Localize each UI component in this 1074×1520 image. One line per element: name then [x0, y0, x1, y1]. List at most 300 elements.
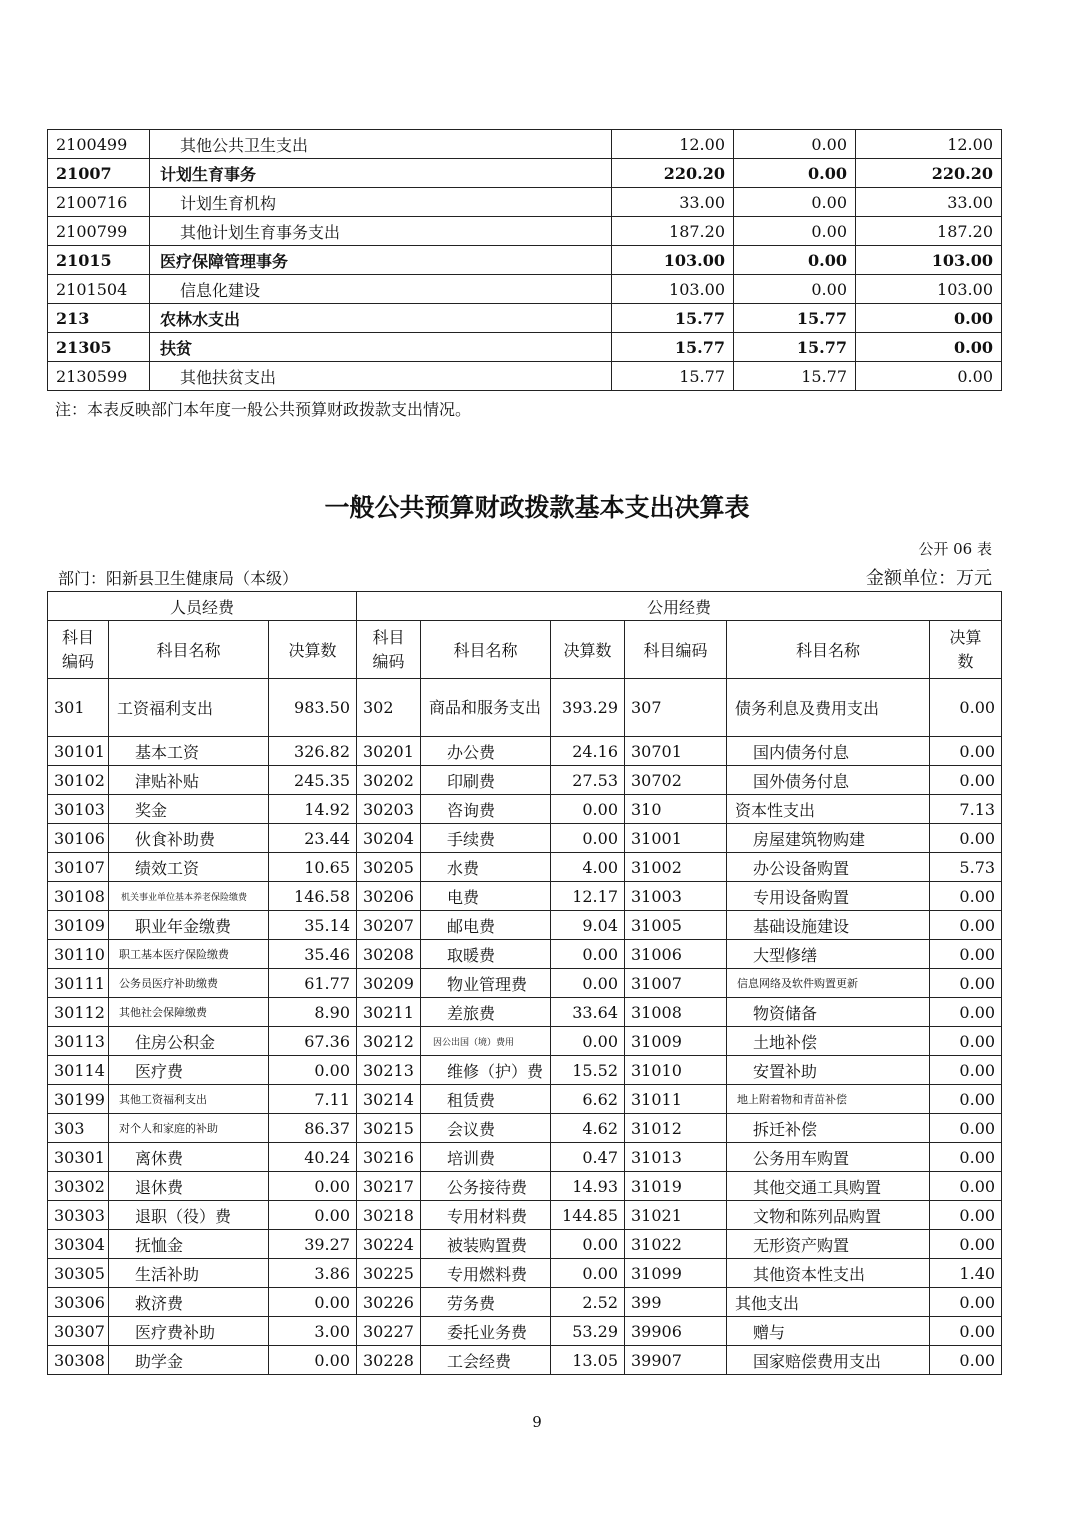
code-cell: 30224 [357, 1230, 421, 1259]
amount-cell: 0.00 [930, 679, 1002, 737]
amount-cell: 0.00 [930, 1143, 1002, 1172]
name-cell: 奖金 [109, 795, 269, 824]
name-cell: 专用燃料费 [421, 1259, 551, 1288]
top-expenditure-table [47, 129, 1002, 391]
code-cell: 30228 [357, 1346, 421, 1375]
name-cell: 机关事业单位基本养老保险缴费 [109, 882, 269, 911]
code-cell: 30112 [48, 998, 109, 1027]
name-cell: 会议费 [421, 1114, 551, 1143]
code-cell: 30102 [48, 766, 109, 795]
table-row [48, 188, 1002, 217]
amount-cell: 12.17 [551, 882, 625, 911]
name-cell: 物业管理费 [421, 969, 551, 998]
code-cell: 30212 [357, 1027, 421, 1056]
name-cell: 无形资产购置 [727, 1230, 930, 1259]
code-cell: 30217 [357, 1172, 421, 1201]
amount-cell: 0.00 [269, 1172, 357, 1201]
table-row [48, 1172, 1002, 1201]
name-cell: 职业年金缴费 [109, 911, 269, 940]
name-cell: 咨询费 [421, 795, 551, 824]
code-cell: 30307 [48, 1317, 109, 1346]
amount-cell: 0.00 [551, 1230, 625, 1259]
name-cell: 其他资本性支出 [727, 1259, 930, 1288]
code-cell: 30111 [48, 969, 109, 998]
code-cell: 31010 [625, 1056, 727, 1085]
amount-cell: 0.00 [930, 737, 1002, 766]
amount-cell: 146.58 [269, 882, 357, 911]
name-header: 科目名称 [727, 621, 930, 679]
name-cell: 维修（护）费 [421, 1056, 551, 1085]
name-cell: 委托业务费 [421, 1317, 551, 1346]
name-cell: 国家赔偿费用支出 [727, 1346, 930, 1375]
amount-cell: 0.00 [930, 1114, 1002, 1143]
amount-cell: 0.00 [930, 1056, 1002, 1085]
code-cell: 30306 [48, 1288, 109, 1317]
amount-cell: 0.00 [269, 1288, 357, 1317]
basic-cell: 0.00 [734, 130, 856, 159]
amount-cell: 6.62 [551, 1085, 625, 1114]
table-row [48, 1346, 1002, 1375]
amount-cell: 8.90 [269, 998, 357, 1027]
total-cell: 187.20 [612, 217, 734, 246]
basic-cell: 0.00 [734, 275, 856, 304]
table-row [48, 1085, 1002, 1114]
table-row [48, 766, 1002, 795]
department-label: 部门：阳新县卫生健康局（本级） [58, 569, 299, 588]
amount-cell: 35.46 [269, 940, 357, 969]
table-row [48, 362, 1002, 391]
name-cell: 资本性支出 [727, 795, 930, 824]
amount-cell: 393.29 [551, 679, 625, 737]
table-row [48, 998, 1002, 1027]
code-cell: 30301 [48, 1143, 109, 1172]
amount-cell: 0.00 [551, 969, 625, 998]
basic-cell: 0.00 [734, 246, 856, 275]
code-cell: 307 [625, 679, 727, 737]
project-cell: 33.00 [856, 188, 1002, 217]
code-cell: 2100799 [48, 217, 150, 246]
code-cell: 30213 [357, 1056, 421, 1085]
name-cell: 离休费 [109, 1143, 269, 1172]
code-cell: 31003 [625, 882, 727, 911]
name-cell: 拆迁补偿 [727, 1114, 930, 1143]
code-cell: 30227 [357, 1317, 421, 1346]
code-cell: 30202 [357, 766, 421, 795]
name-cell: 租赁费 [421, 1085, 551, 1114]
amount-header: 决算 数 [930, 621, 1002, 679]
name-cell: 其他公共卫生支出 [150, 130, 612, 159]
amount-cell: 2.52 [551, 1288, 625, 1317]
amount-cell: 0.00 [269, 1346, 357, 1375]
name-cell: 国外债务付息 [727, 766, 930, 795]
name-cell: 差旅费 [421, 998, 551, 1027]
project-cell: 103.00 [856, 275, 1002, 304]
name-cell: 公务接待费 [421, 1172, 551, 1201]
basic-expenditure-table [47, 591, 1002, 1375]
code-cell: 31006 [625, 940, 727, 969]
table-row [48, 217, 1002, 246]
name-cell: 国内债务付息 [727, 737, 930, 766]
table-row [48, 304, 1002, 333]
amount-cell: 0.00 [269, 1056, 357, 1085]
code-cell: 30305 [48, 1259, 109, 1288]
code-cell: 31011 [625, 1085, 727, 1114]
basic-cell: 0.00 [734, 159, 856, 188]
code-cell: 2100716 [48, 188, 150, 217]
table-row [48, 679, 1002, 737]
table-note: 注：本表反映部门本年度一般公共预算财政拨款支出情况。 [55, 400, 472, 419]
name-cell: 手续费 [421, 824, 551, 853]
amount-cell: 0.00 [930, 1346, 1002, 1375]
table-row [48, 1317, 1002, 1346]
code-cell: 39907 [625, 1346, 727, 1375]
name-cell: 土地补偿 [727, 1027, 930, 1056]
name-cell: 退职（役）费 [109, 1201, 269, 1230]
code-cell: 30206 [357, 882, 421, 911]
amount-cell: 0.00 [930, 824, 1002, 853]
name-cell: 助学金 [109, 1346, 269, 1375]
amount-cell: 5.73 [930, 853, 1002, 882]
total-cell: 33.00 [612, 188, 734, 217]
code-cell: 30226 [357, 1288, 421, 1317]
name-cell: 绩效工资 [109, 853, 269, 882]
name-cell: 工会经费 [421, 1346, 551, 1375]
code-cell: 30701 [625, 737, 727, 766]
code-cell: 31002 [625, 853, 727, 882]
code-cell: 30101 [48, 737, 109, 766]
amount-cell: 3.86 [269, 1259, 357, 1288]
name-cell: 基础设施建设 [727, 911, 930, 940]
table-row [48, 795, 1002, 824]
name-cell: 培训费 [421, 1143, 551, 1172]
table-row [48, 737, 1002, 766]
amount-cell: 7.13 [930, 795, 1002, 824]
total-cell: 15.77 [612, 304, 734, 333]
name-cell: 邮电费 [421, 911, 551, 940]
total-cell: 103.00 [612, 246, 734, 275]
name-cell: 其他社会保障缴费 [109, 998, 269, 1027]
code-cell: 399 [625, 1288, 727, 1317]
amount-cell: 0.00 [551, 940, 625, 969]
amount-cell: 0.00 [551, 824, 625, 853]
code-cell: 30103 [48, 795, 109, 824]
code-cell: 39906 [625, 1317, 727, 1346]
page-title: 一般公共预算财政拨款基本支出决算表 [324, 493, 750, 522]
code-cell: 303 [48, 1114, 109, 1143]
project-cell: 0.00 [856, 362, 1002, 391]
amount-cell: 39.27 [269, 1230, 357, 1259]
total-cell: 15.77 [612, 333, 734, 362]
amount-cell: 24.16 [551, 737, 625, 766]
table-row [48, 1027, 1002, 1056]
name-cell: 地上附着物和青苗补偿 [727, 1085, 930, 1114]
code-cell: 30225 [357, 1259, 421, 1288]
amount-cell: 7.11 [269, 1085, 357, 1114]
total-cell: 12.00 [612, 130, 734, 159]
code-cell: 30106 [48, 824, 109, 853]
code-cell: 310 [625, 795, 727, 824]
amount-cell: 0.00 [930, 1317, 1002, 1346]
table-row [48, 1056, 1002, 1085]
amount-cell: 14.92 [269, 795, 357, 824]
code-cell: 31019 [625, 1172, 727, 1201]
amount-cell: 53.29 [551, 1317, 625, 1346]
personnel-header: 人员经费 [48, 592, 357, 621]
name-cell: 救济费 [109, 1288, 269, 1317]
table-number: 公开 06 表 [918, 540, 992, 558]
code-cell: 30702 [625, 766, 727, 795]
code-cell: 301 [48, 679, 109, 737]
amount-cell: 0.00 [930, 998, 1002, 1027]
basic-cell: 0.00 [734, 217, 856, 246]
amount-cell: 23.44 [269, 824, 357, 853]
total-cell: 15.77 [612, 362, 734, 391]
code-cell: 31022 [625, 1230, 727, 1259]
name-cell: 基本工资 [109, 737, 269, 766]
code-cell: 30215 [357, 1114, 421, 1143]
name-cell: 农林水支出 [150, 304, 612, 333]
amount-cell: 15.52 [551, 1056, 625, 1085]
code-cell: 30209 [357, 969, 421, 998]
basic-cell: 15.77 [734, 362, 856, 391]
amount-cell: 0.00 [930, 1027, 1002, 1056]
code-cell: 30218 [357, 1201, 421, 1230]
name-cell: 信息网络及软件购置更新 [727, 969, 930, 998]
total-cell: 220.20 [612, 159, 734, 188]
name-cell: 住房公积金 [109, 1027, 269, 1056]
amount-cell: 0.00 [930, 1201, 1002, 1230]
amount-cell: 0.00 [930, 1172, 1002, 1201]
amount-cell: 1.40 [930, 1259, 1002, 1288]
project-cell: 187.20 [856, 217, 1002, 246]
name-cell: 其他交通工具购置 [727, 1172, 930, 1201]
code-cell: 31001 [625, 824, 727, 853]
table-row [48, 1230, 1002, 1259]
code-cell: 30304 [48, 1230, 109, 1259]
name-header: 科目名称 [109, 621, 269, 679]
code-cell: 302 [357, 679, 421, 737]
code-cell: 30114 [48, 1056, 109, 1085]
code-cell: 30211 [357, 998, 421, 1027]
project-cell: 220.20 [856, 159, 1002, 188]
name-cell: 对个人和家庭的补助 [109, 1114, 269, 1143]
table-row [48, 159, 1002, 188]
code-cell: 30308 [48, 1346, 109, 1375]
total-cell: 103.00 [612, 275, 734, 304]
table-row [48, 275, 1002, 304]
code-cell: 31008 [625, 998, 727, 1027]
code-header: 科目 编码 [48, 621, 109, 679]
amount-cell: 245.35 [269, 766, 357, 795]
code-cell: 21007 [48, 159, 150, 188]
amount-cell: 0.00 [930, 766, 1002, 795]
code-cell: 30208 [357, 940, 421, 969]
code-cell: 31009 [625, 1027, 727, 1056]
name-cell: 被装购置费 [421, 1230, 551, 1259]
amount-cell: 144.85 [551, 1201, 625, 1230]
name-cell: 专用设备购置 [727, 882, 930, 911]
name-cell: 劳务费 [421, 1288, 551, 1317]
name-cell: 专用材料费 [421, 1201, 551, 1230]
name-cell: 其他计划生育事务支出 [150, 217, 612, 246]
amount-cell: 0.00 [930, 940, 1002, 969]
public-header: 公用经费 [357, 592, 1002, 621]
name-header: 科目名称 [421, 621, 551, 679]
name-cell: 医疗费 [109, 1056, 269, 1085]
amount-cell: 4.62 [551, 1114, 625, 1143]
project-cell: 103.00 [856, 246, 1002, 275]
code-cell: 30113 [48, 1027, 109, 1056]
name-cell: 取暖费 [421, 940, 551, 969]
table-row [48, 882, 1002, 911]
name-cell: 赠与 [727, 1317, 930, 1346]
column-header-row [48, 621, 1002, 679]
page-number: 9 [532, 1413, 542, 1431]
table-row [48, 1143, 1002, 1172]
group-header-row [48, 592, 1002, 621]
amount-cell: 983.50 [269, 679, 357, 737]
amount-cell: 0.47 [551, 1143, 625, 1172]
project-cell: 0.00 [856, 333, 1002, 362]
name-cell: 计划生育事务 [150, 159, 612, 188]
table-row [48, 333, 1002, 362]
code-cell: 2101504 [48, 275, 150, 304]
name-cell: 其他支出 [727, 1288, 930, 1317]
code-cell: 30302 [48, 1172, 109, 1201]
name-cell: 办公费 [421, 737, 551, 766]
table-row [48, 969, 1002, 998]
code-cell: 31099 [625, 1259, 727, 1288]
code-cell: 30201 [357, 737, 421, 766]
name-cell: 水费 [421, 853, 551, 882]
amount-cell: 0.00 [930, 1085, 1002, 1114]
name-cell: 因公出国（境）费用 [421, 1027, 551, 1056]
amount-cell: 27.53 [551, 766, 625, 795]
amount-cell: 61.77 [269, 969, 357, 998]
code-cell: 31012 [625, 1114, 727, 1143]
amount-cell: 14.93 [551, 1172, 625, 1201]
amount-cell: 3.00 [269, 1317, 357, 1346]
name-cell: 工资福利支出 [109, 679, 269, 737]
amount-cell: 0.00 [930, 1288, 1002, 1317]
code-cell: 30204 [357, 824, 421, 853]
name-cell: 公务用车购置 [727, 1143, 930, 1172]
name-cell: 办公设备购置 [727, 853, 930, 882]
code-cell: 31021 [625, 1201, 727, 1230]
project-cell: 0.00 [856, 304, 1002, 333]
amount-cell: 0.00 [930, 1230, 1002, 1259]
name-cell: 债务利息及费用支出 [727, 679, 930, 737]
basic-cell: 0.00 [734, 188, 856, 217]
table-row [48, 940, 1002, 969]
amount-cell: 0.00 [269, 1201, 357, 1230]
amount-cell: 326.82 [269, 737, 357, 766]
basic-cell: 15.77 [734, 333, 856, 362]
name-cell: 安置补助 [727, 1056, 930, 1085]
project-cell: 12.00 [856, 130, 1002, 159]
code-cell: 30107 [48, 853, 109, 882]
code-header: 科目编码 [625, 621, 727, 679]
code-cell: 30110 [48, 940, 109, 969]
name-cell: 津贴补贴 [109, 766, 269, 795]
code-cell: 30207 [357, 911, 421, 940]
name-cell: 退休费 [109, 1172, 269, 1201]
name-cell: 其他工资福利支出 [109, 1085, 269, 1114]
table-row [48, 824, 1002, 853]
name-cell: 伙食补助费 [109, 824, 269, 853]
name-cell: 扶贫 [150, 333, 612, 362]
amount-cell: 0.00 [551, 1027, 625, 1056]
name-cell: 大型修缮 [727, 940, 930, 969]
amount-cell: 0.00 [930, 911, 1002, 940]
name-cell: 生活补助 [109, 1259, 269, 1288]
code-cell: 30199 [48, 1085, 109, 1114]
code-cell: 31007 [625, 969, 727, 998]
code-cell: 2130599 [48, 362, 150, 391]
table-row [48, 1288, 1002, 1317]
amount-cell: 4.00 [551, 853, 625, 882]
name-cell: 医疗保障管理事务 [150, 246, 612, 275]
amount-cell: 33.64 [551, 998, 625, 1027]
name-cell: 计划生育机构 [150, 188, 612, 217]
name-cell: 医疗费补助 [109, 1317, 269, 1346]
amount-cell: 67.36 [269, 1027, 357, 1056]
code-cell: 31005 [625, 911, 727, 940]
code-cell: 21015 [48, 246, 150, 275]
name-cell: 其他扶贫支出 [150, 362, 612, 391]
table-row [48, 853, 1002, 882]
name-cell: 公务员医疗补助缴费 [109, 969, 269, 998]
code-cell: 30109 [48, 911, 109, 940]
code-header: 科目 编码 [357, 621, 421, 679]
amount-header: 决算数 [551, 621, 625, 679]
table-row [48, 130, 1002, 159]
name-cell: 电费 [421, 882, 551, 911]
amount-cell: 0.00 [551, 795, 625, 824]
amount-cell: 35.14 [269, 911, 357, 940]
name-cell: 印刷费 [421, 766, 551, 795]
amount-cell: 9.04 [551, 911, 625, 940]
name-cell: 信息化建设 [150, 275, 612, 304]
code-cell: 31013 [625, 1143, 727, 1172]
amount-cell: 10.65 [269, 853, 357, 882]
code-cell: 30108 [48, 882, 109, 911]
code-cell: 30203 [357, 795, 421, 824]
table-row [48, 911, 1002, 940]
name-cell: 文物和陈列品购置 [727, 1201, 930, 1230]
table-row [48, 1259, 1002, 1288]
name-cell: 商品和服务支出 [421, 679, 551, 737]
amount-header: 决算数 [269, 621, 357, 679]
code-cell: 2100499 [48, 130, 150, 159]
code-cell: 30303 [48, 1201, 109, 1230]
code-cell: 21305 [48, 333, 150, 362]
code-cell: 30214 [357, 1085, 421, 1114]
table-row [48, 1201, 1002, 1230]
amount-cell: 13.05 [551, 1346, 625, 1375]
amount-cell: 0.00 [930, 882, 1002, 911]
code-cell: 213 [48, 304, 150, 333]
basic-cell: 15.77 [734, 304, 856, 333]
amount-unit-label: 金额单位：万元 [866, 568, 992, 589]
amount-cell: 40.24 [269, 1143, 357, 1172]
code-cell: 30216 [357, 1143, 421, 1172]
amount-cell: 0.00 [551, 1259, 625, 1288]
table-row [48, 1114, 1002, 1143]
name-cell: 职工基本医疗保险缴费 [109, 940, 269, 969]
table-row [48, 246, 1002, 275]
amount-cell: 0.00 [930, 969, 1002, 998]
